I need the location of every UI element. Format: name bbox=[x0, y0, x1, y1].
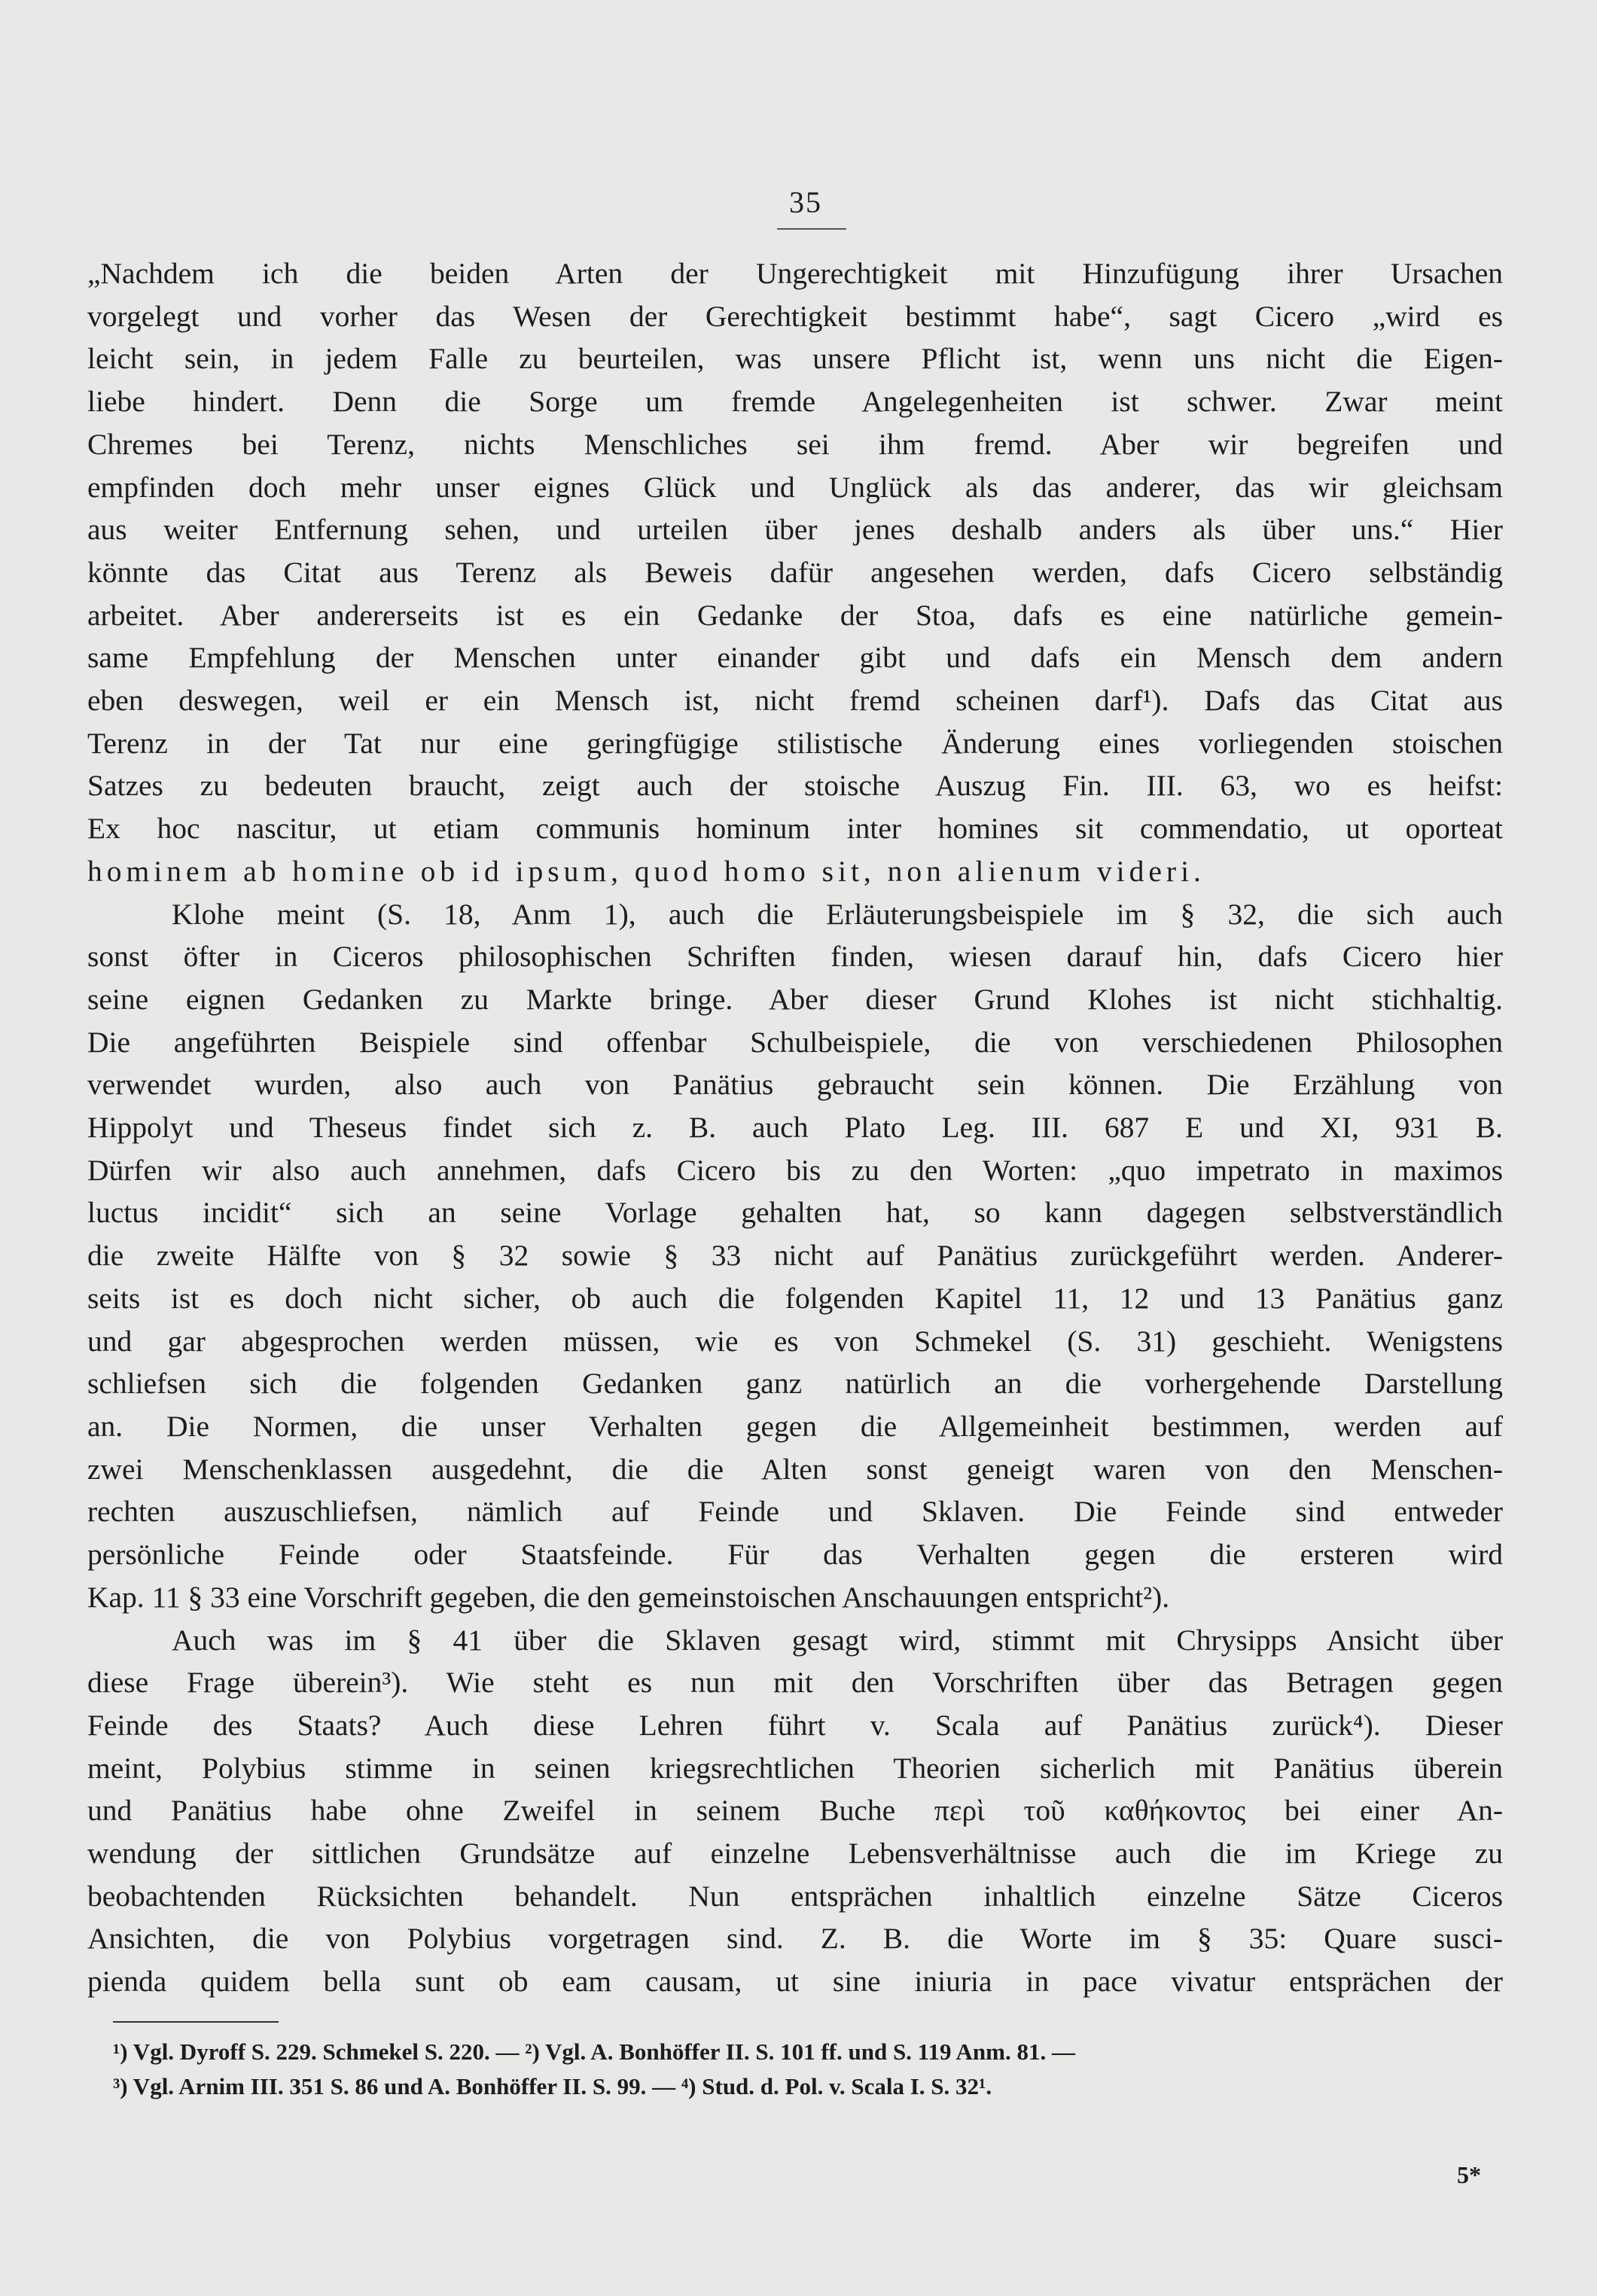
text-line: beobachtenden Rücksichten behandelt. Nun entsprächen inhaltlich einzelne Sätze Ciceros bbox=[87, 1879, 1503, 1913]
text-line: Feinde des Staats? Auch diese Lehren führt v. Scala auf Panätius zurück⁴). Dieser bbox=[87, 1708, 1503, 1742]
body-text bbox=[87, 252, 1503, 2003]
text-line: Hippolyt und Theseus findet sich z. B. auch Plato Leg. III. 687 E und XI, 931 B. bbox=[87, 1111, 1503, 1145]
text-line: die zweite Hälfte von § 32 sowie § 33 nicht auf Panätius zurückgeführt werden. Anderer- bbox=[87, 1239, 1503, 1273]
text-line: seits ist es doch nicht sicher, ob auch die folgenden Kapitel 11, 12 und 13 Panätius ganz bbox=[87, 1281, 1503, 1315]
text-line: seine eignen Gedanken zu Markte bringe. Aber dieser Grund Klohes ist nicht stichhaltig. bbox=[87, 982, 1503, 1016]
text-line: könnte das Citat aus Terenz als Beweis dafür angesehen werden, dafs Cicero selbständig bbox=[87, 555, 1503, 589]
text-line: an. Die Normen, die unser Verhalten gegen die Allgemeinheit bestimmen, werden auf bbox=[87, 1409, 1503, 1443]
text-line: Terenz in der Tat nur eine geringfügige stilistische Änderung eines vorliegenden stoischen bbox=[87, 726, 1503, 760]
text-line: Ex hoc nascitur, ut etiam communis hominum inter homines sit commendatio, ut oporteat bbox=[87, 812, 1503, 846]
text-line: Ansichten, die von Polybius vorgetragen sind. Z. B. die Worte im § 35: Quare susci- bbox=[87, 1922, 1503, 1956]
text-line: verwendet wurden, also auch von Panätius gebraucht sein können. Die Erzählung von bbox=[87, 1068, 1503, 1102]
page-number-rule bbox=[777, 228, 846, 230]
text-line: Dürfen wir also auch annehmen, dafs Cicero bis zu den Worten: „quo impetrato in maximos bbox=[87, 1153, 1503, 1187]
text-line: Kap. 11 § 33 eine Vorschrift gegeben, die den gemeinstoischen Anschauungen entspricht²). bbox=[87, 1580, 1170, 1614]
text-line: rechten auszuschliefsen, nämlich auf Feinde und Sklaven. Die Feinde sind entweder bbox=[87, 1495, 1503, 1529]
text-line: arbeitet. Aber andererseits ist es ein Gedanke der Stoa, dafs es eine natürliche gemein- bbox=[87, 598, 1503, 632]
text-line: wendung der sittlichen Grundsätze auf einzelne Lebensverhältnisse auch die im Kriege zu bbox=[87, 1837, 1503, 1871]
text-line: Klohe meint (S. 18, Anm 1), auch die Erläuterungsbeispiele im § 32, die sich auch bbox=[172, 897, 1503, 931]
text-line: und gar abgesprochen werden müssen, wie es von Schmekel (S. 31) geschieht. Wenigstens bbox=[87, 1324, 1503, 1358]
text-line: liebe hindert. Denn die Sorge um fremde Angelegenheiten ist schwer. Zwar meint bbox=[87, 385, 1503, 419]
printer-signature-mark: 5* bbox=[1457, 2161, 1481, 2188]
text-line: aus weiter Entfernung sehen, und urteilen über jenes deshalb anders als über uns.“ Hier bbox=[87, 513, 1503, 547]
text-line: Die angeführten Beispiele sind offenbar Schulbeispiele, die von verschiedenen Philosophen bbox=[87, 1025, 1503, 1059]
text-line: vorgelegt und vorher das Wesen der Gerechtigkeit bestimmt habe“, sagt Cicero „wird es bbox=[87, 299, 1503, 333]
footnote-line: ³) Vgl. Arnim III. 351 S. 86 und A. Bonhöffer II. S. 99. — ⁴) Stud. d. Pol. v. Scala I. S. 32¹. bbox=[113, 2073, 992, 2099]
text-line: diese Frage überein³). Wie steht es nun mit den Vorschriften über das Betragen gegen bbox=[87, 1666, 1503, 1700]
footnotes bbox=[113, 2035, 1491, 2104]
text-line: persönliche Feinde oder Staatsfeinde. Für das Verhalten gegen die ersteren wird bbox=[87, 1538, 1503, 1572]
text-line: Chremes bei Terenz, nichts Menschliches sei ihm fremd. Aber wir begreifen und bbox=[87, 427, 1503, 461]
text-line: same Empfehlung der Menschen unter einander gibt und dafs ein Mensch dem andern bbox=[87, 641, 1503, 675]
text-line: meint, Polybius stimme in seinen kriegsrechtlichen Theorien sicherlich mit Panätius überein bbox=[87, 1751, 1503, 1785]
page-number: 35 bbox=[789, 185, 822, 219]
text-line: Satzes zu bedeuten braucht, zeigt auch der stoische Auszug Fin. III. 63, wo es heifst: bbox=[87, 769, 1503, 803]
text-line: „Nachdem ich die beiden Arten der Ungerechtigkeit mit Hinzufügung ihrer Ursachen bbox=[87, 257, 1503, 290]
text-line: eben deswegen, weil er ein Mensch ist, nicht fremd scheinen darf¹). Dafs das Citat aus bbox=[87, 684, 1503, 718]
text-line: schliefsen sich die folgenden Gedanken ganz natürlich an die vorhergehende Darstellung bbox=[87, 1367, 1503, 1401]
text-line: luctus incidit“ sich an seine Vorlage gehalten hat, so kann dagegen selbstverständlich bbox=[87, 1196, 1503, 1230]
footnote-line: ¹) Vgl. Dyroff S. 229. Schmekel S. 220. — ²) Vgl. A. Bonhöffer II. S. 101 ff. und S. 119 Anm. 81. — bbox=[113, 2038, 1075, 2065]
text-line: leicht sein, in jedem Falle zu beurteilen, was unsere Pflicht ist, wenn uns nicht die Eigen- bbox=[87, 342, 1503, 376]
text-line: und Panätius habe ohne Zweifel in seinem Buche περὶ τοῦ καθήκοντος bei einer An- bbox=[87, 1794, 1503, 1828]
text-line: Auch was im § 41 über die Sklaven gesagt wird, stimmt mit Chrysipps Ansicht über bbox=[172, 1623, 1503, 1657]
text-line: empfinden doch mehr unser eignes Glück und Unglück als das anderer, das wir gleichsam bbox=[87, 470, 1503, 504]
footnote-rule bbox=[113, 2021, 279, 2023]
text-line: pienda quidem bella sunt ob eam causam, ut sine iniuria in pace vivatur entsprächen der bbox=[87, 1965, 1503, 1999]
text-line: sonst öfter in Ciceros philosophischen Schriften finden, wiesen darauf hin, dafs Cicero hier bbox=[87, 940, 1503, 974]
text-line: hominem ab homine ob id ipsum, quod homo sit, non alienum videri. bbox=[87, 854, 1205, 888]
text-line: zwei Menschenklassen ausgedehnt, die die Alten sonst geneigt waren von den Menschen- bbox=[87, 1452, 1503, 1486]
